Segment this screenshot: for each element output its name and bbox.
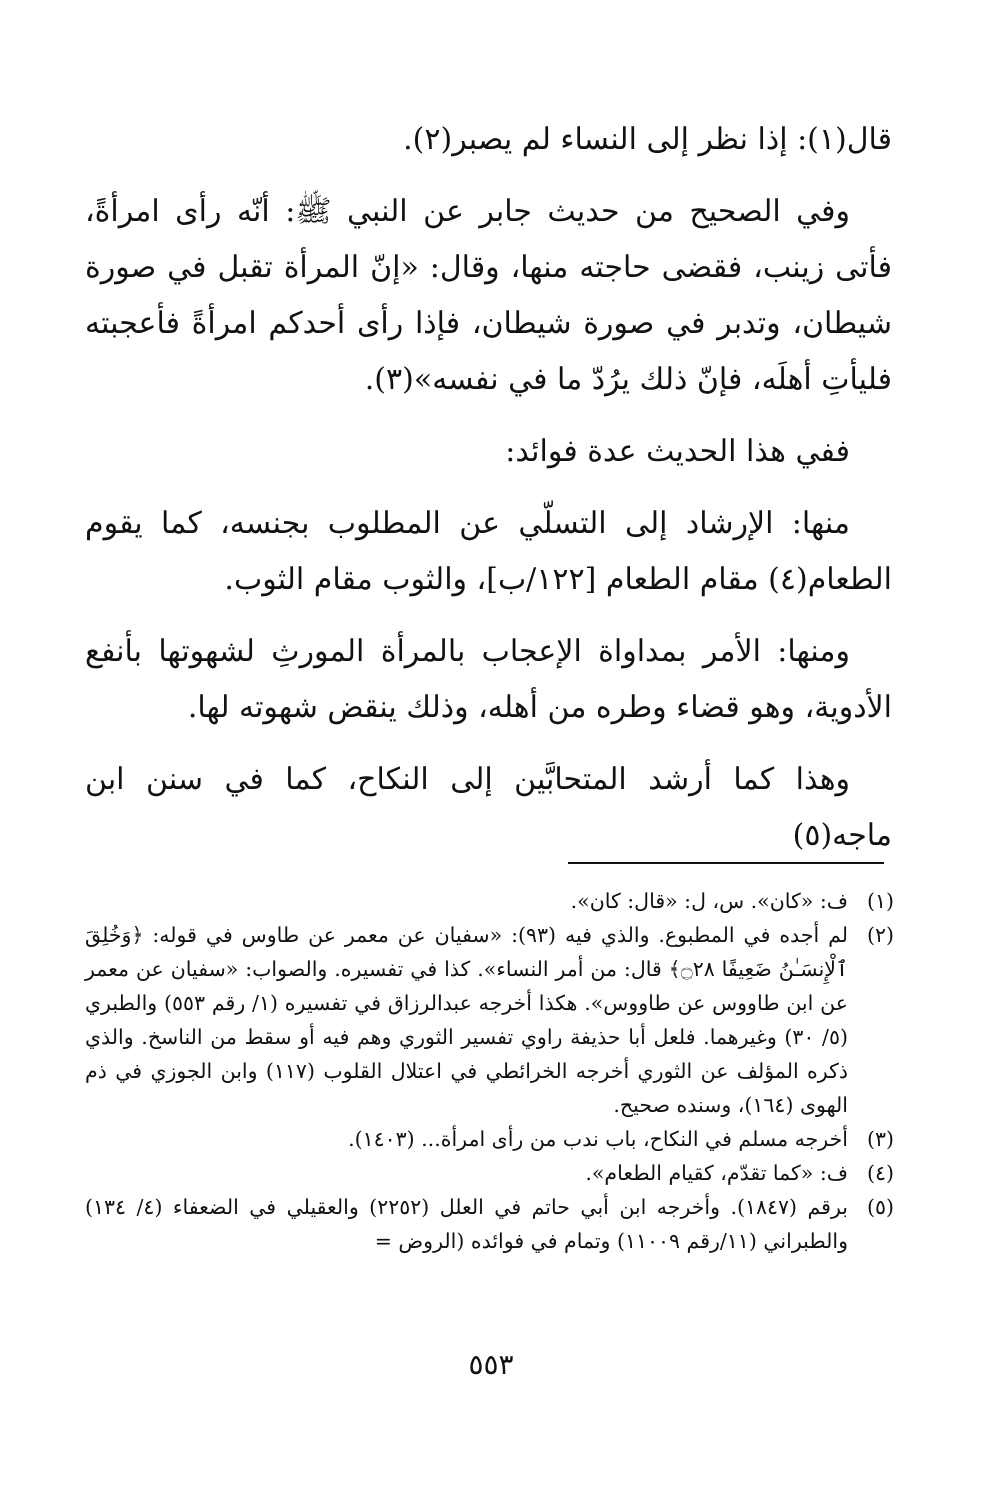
paragraph-5: ومنها: الأمر بمداواة الإعجاب بالمرأة المورثِ لشهوتها بأنفع الأدوية، وهو قضاء وطره من أهله، وذلك ينقض شهوته لها. bbox=[85, 634, 892, 725]
footnote-number: (٤) bbox=[866, 1161, 894, 1185]
paragraph-4: منها: الإرشاد إلى التسلّي عن المطلوب بجنسه، كما يقوم الطعام(٤) مقام الطعام [١٢٢/ب]، والثوب مقام الثوب. bbox=[85, 506, 892, 597]
footnote-number: (١) bbox=[866, 889, 894, 913]
main-text bbox=[85, 112, 892, 880]
paragraph-3: ففي هذا الحديث عدة فوائد: bbox=[505, 434, 850, 469]
footnote bbox=[85, 1190, 894, 1258]
paragraph-1: قال(١): إذا نظر إلى النساء لم يصبر(٢). bbox=[403, 122, 892, 157]
footnote-number: (٥) bbox=[866, 1195, 894, 1219]
footnote-text: برقم (١٨٤٧). وأخرجه ابن أبي حاتم في العلل (٢٢٥٢) والعقيلي في الضعفاء (٤/ ١٣٤) والطبراني (١١/رقم ١١٠٠٩) وتمام في فوائده (الروض = bbox=[85, 1195, 848, 1253]
footnote-text: أخرجه مسلم في النكاح، باب ندب من رأى امرأة... (١٤٠٣). bbox=[348, 1127, 848, 1151]
footnote-text: ف: «كما تقدّم، كقيام الطعام». bbox=[585, 1161, 848, 1185]
footnote-separator bbox=[568, 862, 884, 864]
footnote bbox=[85, 1156, 894, 1190]
footnotes bbox=[85, 884, 894, 1258]
paragraph-2: وفي الصحيح من حديث جابر عن النبي ﷺ: أنّه رأى امرأةً، فأتى زينب، فقضى حاجته منها، وقال: «إنّ المرأة تقبل في صورة شيطان، وتدبر في صورة شيطان، فإذا رأى أحدكم امرأةً فأعجبته فليأتِ أهلَه، فإنّ ذلك يرُدّ ما في نفسه»(٣). bbox=[85, 194, 892, 397]
page-number: ٥٥٣ bbox=[468, 1348, 514, 1381]
footnote bbox=[85, 884, 894, 918]
footnote-number: (٢) bbox=[866, 923, 894, 947]
footnote-number: (٣) bbox=[866, 1127, 894, 1151]
paragraph-6: وهذا كما أرشد المتحابَّين إلى النكاح، كما في سنن ابن ماجه(٥) bbox=[85, 762, 892, 853]
footnote bbox=[85, 1122, 894, 1156]
footnote bbox=[85, 918, 894, 1122]
footnote-text: لم أجده في المطبوع. والذي فيه (٩٣): «سفيان عن معمر عن طاوس في قوله: ﴿وَخُلِقَ ٱلْإِنسَـٰنُ ضَعِيفًا ۝٢٨﴾ قال: من أمر النساء». كذا في تفسيره. والصواب: «سفيان عن معمر عن ابن طاووس عن طاووس». هكذا أخرجه عبدالرزاق في تفسيره (١/ رقم ٥٥٣) والطبري (٥/ ٣٠) وغيرهما. فلعل أبا حذيفة راوي تفسير الثوري وهم فيه أو سقط من الناسخ. والذي ذكره المؤلف عن الثوري أخرجه الخرائطي في اعتلال القلوب (١١٧) وابن الجوزي في ذم الهوى (١٦٤)، وسنده صحيح. bbox=[85, 923, 849, 1117]
footnote-text: ف: «كان». س، ل: «قال: كان». bbox=[570, 889, 848, 913]
